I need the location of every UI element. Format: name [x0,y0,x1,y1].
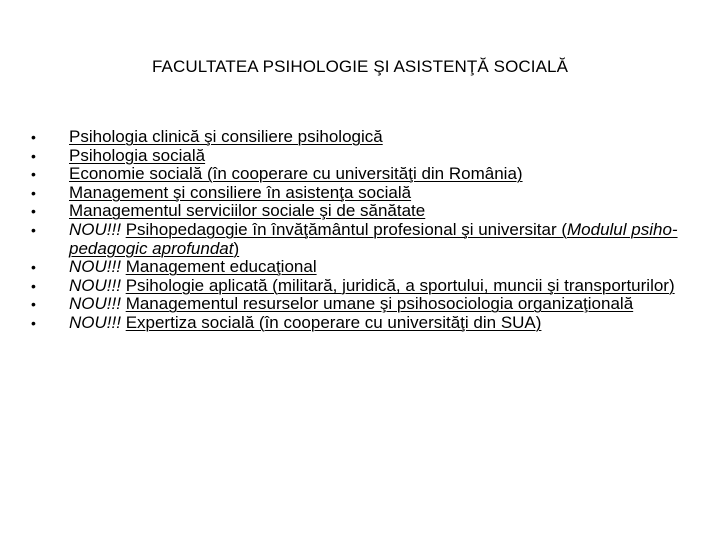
new-badge: NOU!!! [69,312,121,332]
program-list [0,128,720,333]
program-name: Management şi consiliere în asistenţa socială [69,182,412,202]
bullet-icon: • [31,184,36,201]
bullet-icon: • [31,203,36,220]
program-item [0,221,720,258]
program-item [0,314,720,333]
program-name: Expertiza socială (în cooperare cu universităţi din SUA) [125,312,542,332]
program-item [0,202,720,221]
bullet-icon: • [31,221,36,238]
program-name: Economie socială (în cooperare cu universităţi din România) [69,164,523,184]
program-name-close: ) [233,238,240,258]
program-name-main: Psihopedagogie în învăţământul profesional şi universitar ( [125,219,567,239]
bullet-icon: • [31,259,36,276]
program-item [0,147,720,166]
bullet-icon: • [31,296,36,313]
program-name: Managementul serviciilor sociale şi de sănătate [69,201,426,221]
bullet-icon: • [31,277,36,294]
program-item [0,184,720,203]
bullet-icon: • [31,314,36,331]
program-name: Psihologia clinică şi consiliere psihologică [69,127,383,146]
program-name: Psihologie aplicată (militară, juridică, a sportului, muncii şi transporturilor) [125,275,675,295]
program-name: Psihologia socială [69,145,206,165]
new-badge: NOU!!! [69,219,121,239]
program-item [0,295,720,314]
program-item [0,128,720,147]
program-name: Managementul resurselor umane şi psihosociologia organizaţională [125,294,634,314]
new-badge: NOU!!! [69,294,121,314]
new-badge: NOU!!! [69,257,121,277]
program-name-module: Modulul psiho-pedagogic aprofundat [69,219,678,258]
program-name [69,220,678,258]
program-name: Management educaţional [125,257,317,277]
bullet-icon: • [31,129,36,145]
new-badge: NOU!!! [69,275,121,295]
slide-title: FACULTATEA PSIHOLOGIE ŞI ASISTENŢĂ SOCIALĂ [151,57,569,76]
bullet-icon: • [31,147,36,164]
bullet-icon: • [31,166,36,183]
program-item [0,165,720,184]
program-item [0,258,720,277]
program-item [0,277,720,296]
